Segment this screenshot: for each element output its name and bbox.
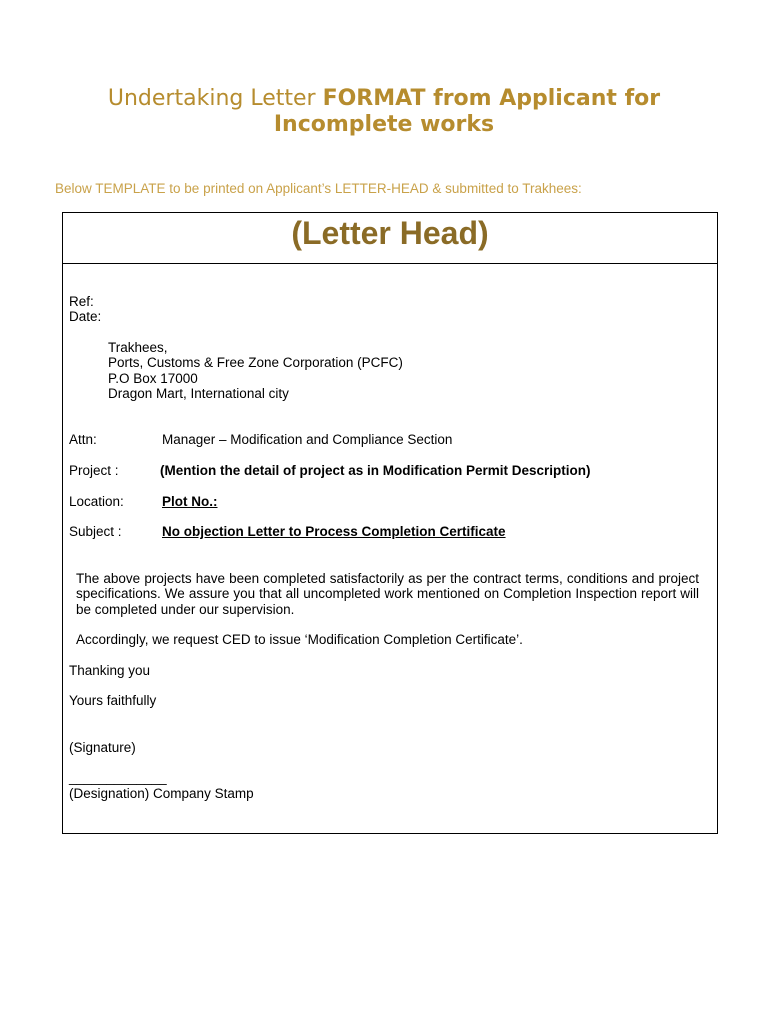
date-label: Date: [69,309,102,324]
subject-label: Subject : [69,524,122,539]
thanking-line: Thanking you [69,663,151,678]
body-paragraph-1: The above projects have been completed satisfactorily as per the contract terms, conditions and project specifications. We assure you that all uncompleted work mentioned on Completion Inspection report will be completed under our supervision. [76,571,699,617]
title-regular: Undertaking Letter [107,86,323,111]
subject-value: No objection Letter to Process Completion Certificate [162,524,506,539]
signature-line: _____________ [69,770,167,785]
address-line-1: Trakhees, [108,340,168,355]
yours-faithfully: Yours faithfully [69,693,157,708]
body-paragraph-2: Accordingly, we request CED to issue ‘Modification Completion Certificate’. [76,632,523,647]
attn-value: Manager – Modification and Compliance Section [162,432,453,447]
designation-stamp: (Designation) Company Stamp [69,786,254,801]
letter-template-box [62,212,718,834]
address-line-2: Ports, Customs & Free Zone Corporation (PCFC) [108,355,403,370]
ref-label: Ref: [69,294,94,309]
letter-head-label: (Letter Head) [291,215,489,251]
title-bold: FORMAT from Applicant for Incomplete works [273,86,661,137]
address-line-4: Dragon Mart, International city [108,386,289,401]
document-title [60,86,708,138]
template-note: Below TEMPLATE to be printed on Applicant’s LETTER-HEAD & submitted to Trakhees: [55,181,582,196]
address-line-3: P.O Box 17000 [108,371,198,386]
signature-label: (Signature) [69,740,136,755]
letter-head-cell [63,213,717,264]
project-label: Project : [69,463,119,478]
project-value: (Mention the detail of project as in Modification Permit Description) [160,463,591,478]
attn-label: Attn: [69,432,97,447]
location-label: Location: [69,494,124,509]
location-value: Plot No.: [162,494,218,509]
